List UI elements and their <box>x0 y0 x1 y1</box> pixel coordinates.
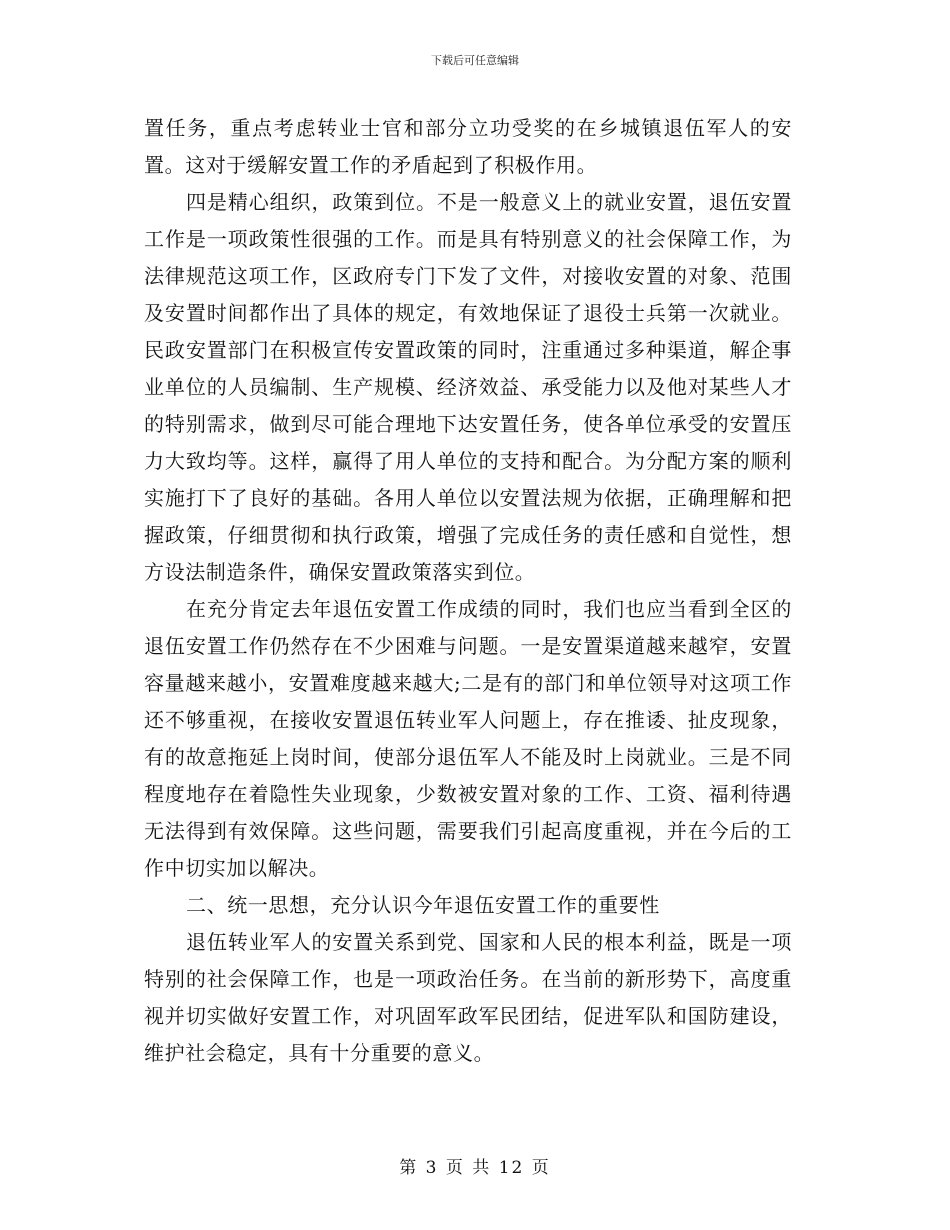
paragraph-continued: 置任务，重点考虑转业士官和部分立功受奖的在乡城镇退伍军人的安置。这对于缓解安置工作的矛盾起到了积极作用。 <box>144 116 792 177</box>
document-body <box>144 110 792 1072</box>
page-footer: 第 3 页 共 12 页 <box>399 1158 551 1178</box>
paragraph-policy: 四是精心组织，政策到位。不是一般意义上的就业安置，退伍安置工作是一项政策性很强的工作。而是具有特别意义的社会保障工作，为法律规范这项工作，区政府专门下发了文件，对接收安置的对象、范围及安置时间都作出了具体的规定，有效地保证了退役士兵第一次就业。民政安置部门在积极宣传安置政策的同时，注重通过多种渠道，解企事业单位的人员编制、生产规模、经济效益、承受能力以及他对某些人才的特别需求，做到尽可能合理地下达安置任务，使各单位承受的安置压力大致均等。这样，赢得了用人单位的支持和配合。为分配方案的顺利实施打下了良好的基础。各用人单位以安置法规为依据，正确理解和把握政策，仔细贯彻和执行政策，增强了完成任务的责任感和自觉性，想方设法制造条件，确保安置政策落实到位。 <box>144 190 792 584</box>
page-header: 下载后可任意编辑 <box>431 54 519 67</box>
paragraph-problems: 在充分肯定去年退伍安置工作成绩的同时，我们也应当看到全区的退伍安置工作仍然存在不少困难与问题。一是安置渠道越来越窄，安置容量越来越小，安置难度越来越大;二是有的部门和单位领导对这项工作还不够重视，在接收安置退伍转业军人问题上，存在推诿、扯皮现象，有的故意拖延上岗时间，使部分退伍军人不能及时上岗就业。三是不同程度地存在着隐性失业现象，少数被安置对象的工作、工资、福利待遇无法得到有效保障。这些问题，需要我们引起高度重视，并在今后的工作中切实加以解决。 <box>144 597 792 880</box>
paragraph-importance: 退伍转业军人的安置关系到党、国家和人民的根本利益，既是一项特别的社会保障工作，也是一项政治任务。在当前的新形势下，高度重视并切实做好安置工作，对巩固军政军民团结，促进军队和国防建设，维护社会稳定，具有十分重要的意义。 <box>144 930 792 1065</box>
section-heading: 二、统一思想，充分认识今年退伍安置工作的重要性 <box>186 893 660 917</box>
